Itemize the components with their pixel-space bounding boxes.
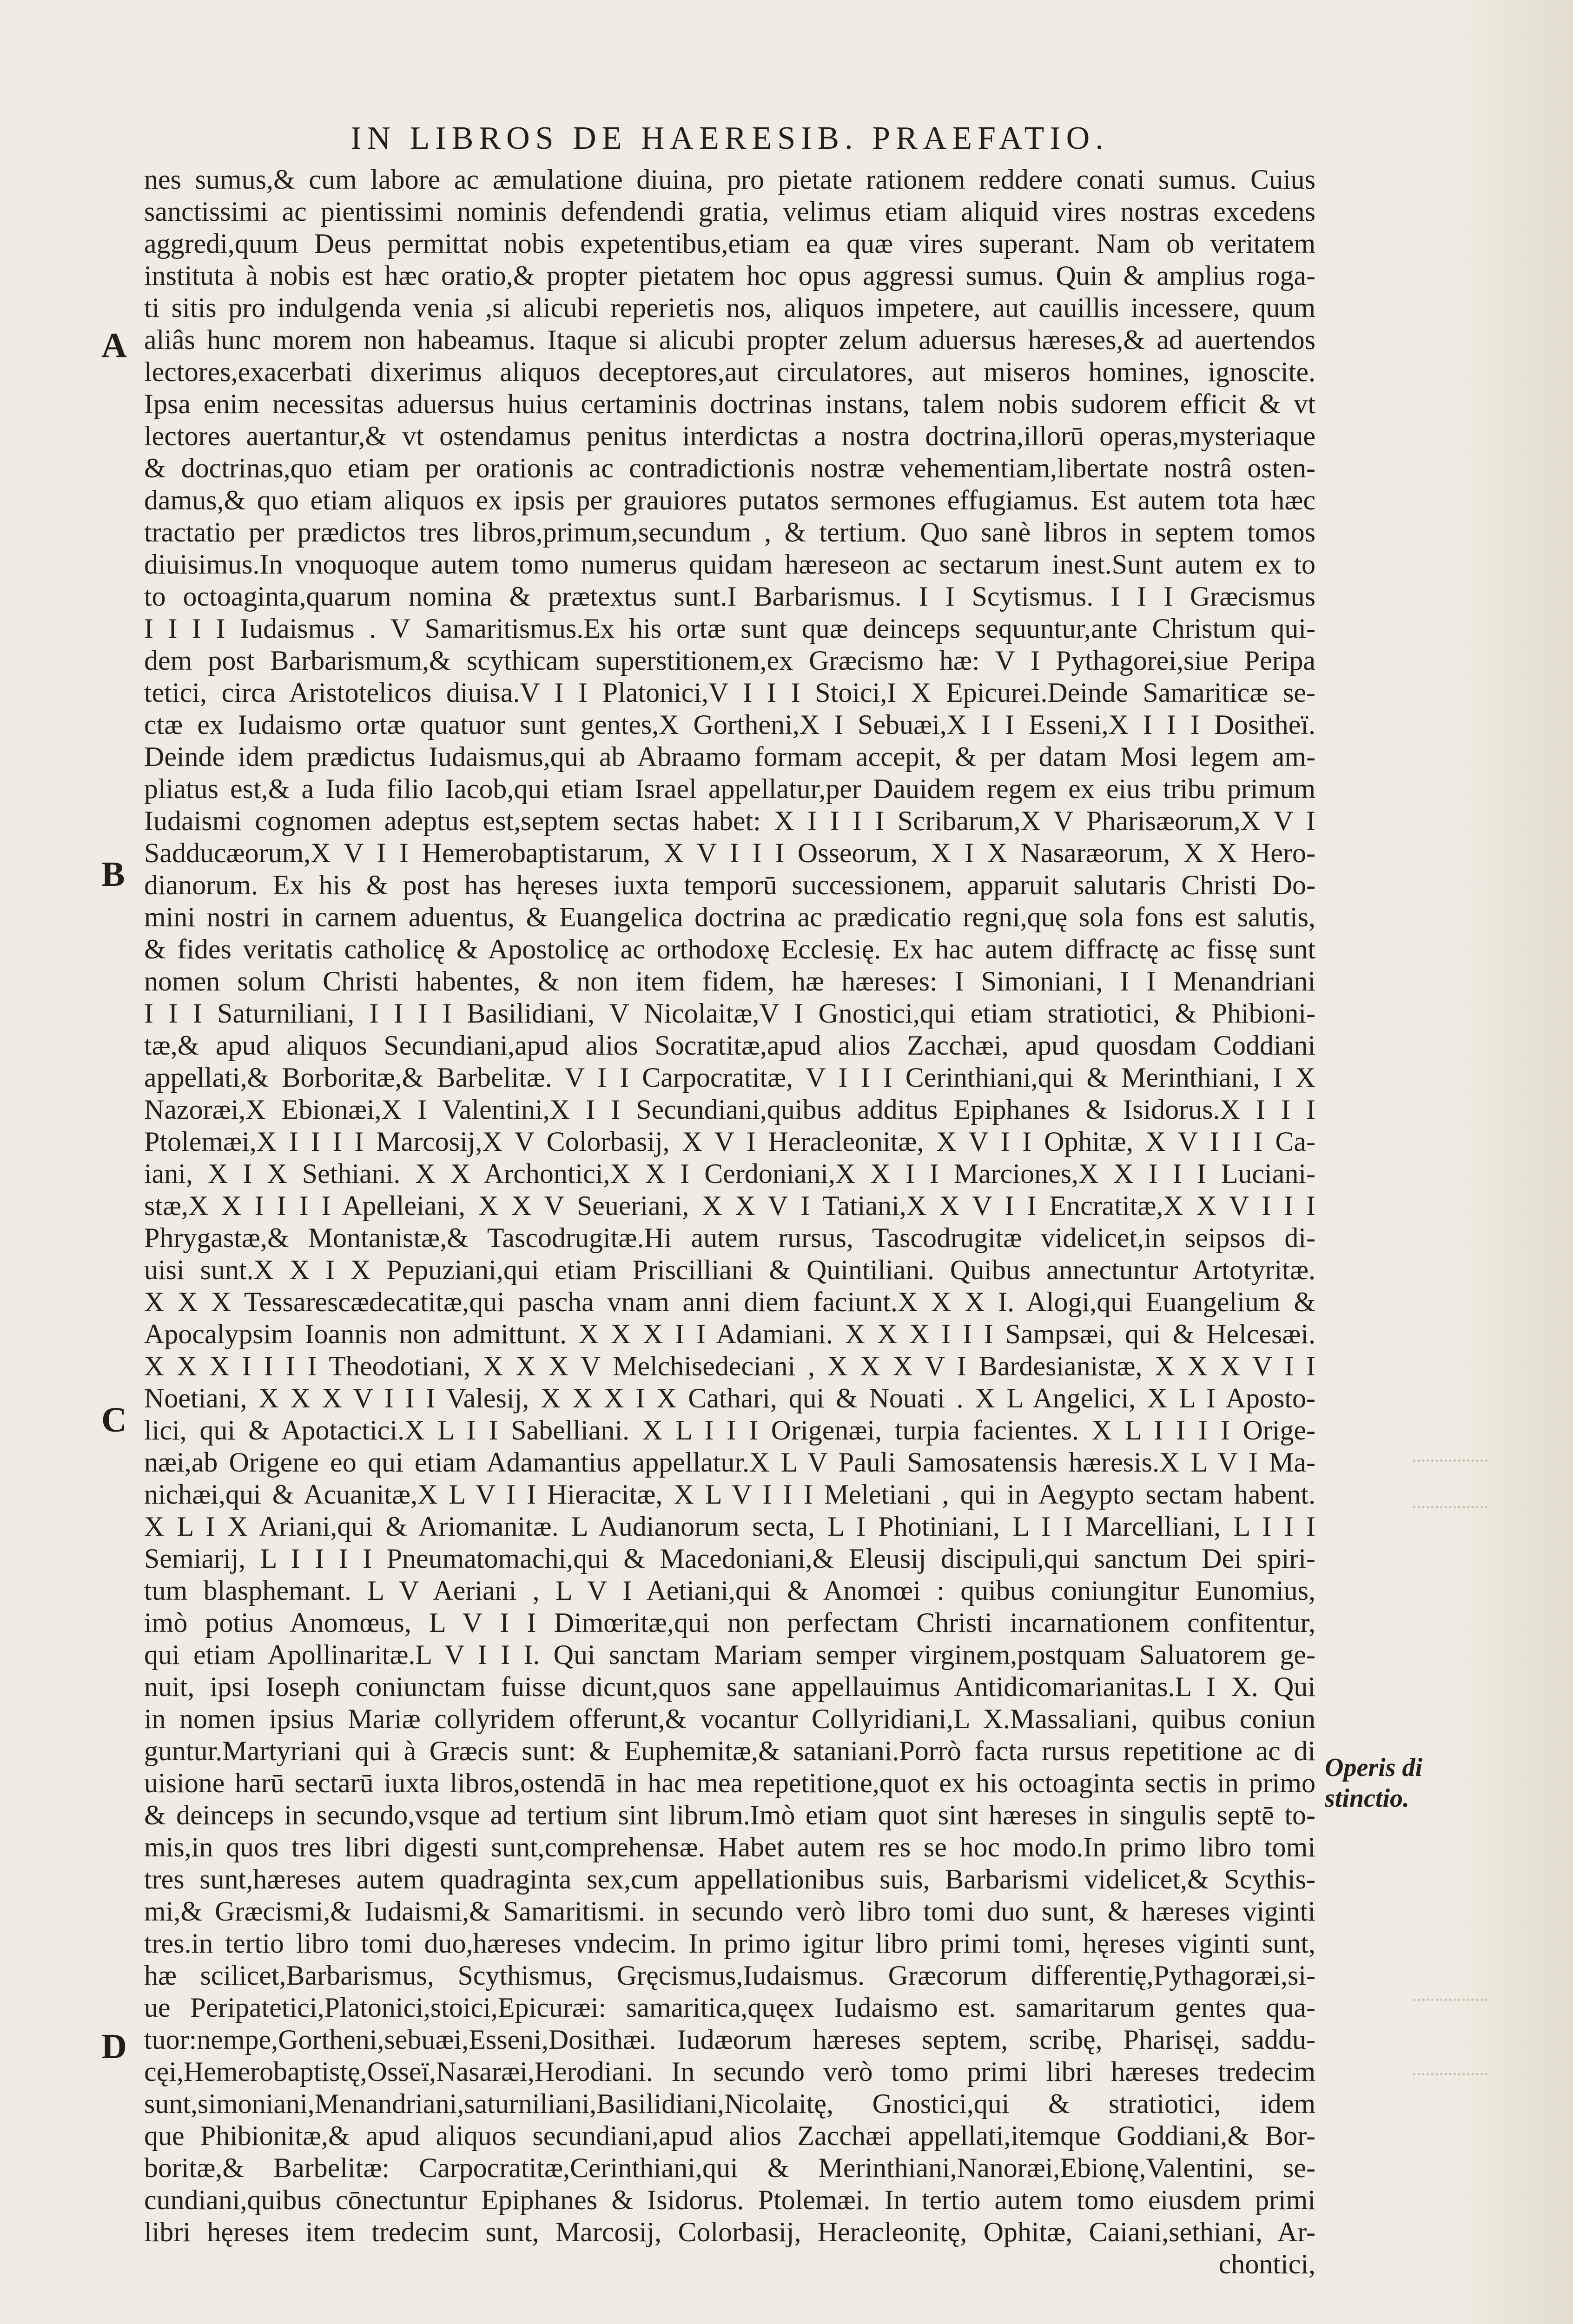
text-line: nomen solum Christi habentes, & non item fidem, hæ hæreses: I Simoniani, I I Menandriani bbox=[144, 966, 1315, 997]
margin-note-line: stinctio. bbox=[1325, 1784, 1410, 1813]
text-line: sanctissimi ac pientissimi nominis defendendi gratia, velimus etiam aliquid vires nostras excedens bbox=[144, 196, 1315, 227]
text-line: Noetiani, X X X V I I I Valesij, X X X I X Cathari, qui & Nouati . X L Angelici, X L I Aposto- bbox=[144, 1383, 1315, 1413]
show-through-mark bbox=[1413, 1506, 1487, 1516]
body-text bbox=[144, 164, 1315, 2280]
margin-letter-a: A bbox=[101, 326, 127, 365]
margin-letter-b: B bbox=[101, 855, 125, 894]
text-line: Nazoræi,X Ebionæi,X I Valentini,X I I Secundiani,quibus additus Epiphanes & Isidorus.X I I I bbox=[144, 1094, 1315, 1125]
text-line: nichæi,qui & Acuanitæ,X L V I I Hieracitæ, X L V I I I Meletiani , qui in Aegypto sectam habent. bbox=[144, 1479, 1315, 1510]
text-line: tetici, circa Aristotelicos diuisa.V I I Platonici,V I I I Stoici,I X Epicurei.Deinde Samariticæ se- bbox=[144, 677, 1315, 708]
text-line: næi,ab Origene eo qui etiam Adamantius appellatur.X L V Pauli Samosatensis hæresis.X L V I Ma- bbox=[144, 1447, 1315, 1478]
text-line: & deinceps in secundo,vsque ad tertium sint librum.Imò etiam quot sint hæreses in singulis septē to- bbox=[144, 1800, 1315, 1830]
text-line: uisi sunt.X X I X Pepuziani,qui etiam Priscilliani & Quintiliani. Quibus annectuntur Artotyritæ. bbox=[144, 1254, 1315, 1285]
page-edge-shadow bbox=[1452, 0, 1573, 2324]
text-line: imò potius Anomœus, L V I I Dimœritæ,qui non perfectam Christi incarnationem confitentur, bbox=[144, 1607, 1315, 1638]
text-line: nuit, ipsi Ioseph coniunctam fuisse dicunt,quos sane appellauimus Antidicomarianitas.L I X. Qui bbox=[144, 1671, 1315, 1702]
text-line: mis,in quos tres libri digesti sunt,comprehensæ. Habet autem res se hoc modo.In primo libro tomi bbox=[144, 1832, 1315, 1862]
margin-note bbox=[1325, 1752, 1464, 1814]
text-line: diuisimus.In vnoquoque autem tomo numerus quidam hæreseon ac sectarum inest.Sunt autem ex to bbox=[144, 549, 1315, 580]
running-header: IN LIBROS DE HAERESIB. PRAEFATIO. bbox=[350, 120, 1109, 156]
text-line: appellati,& Borboritæ,& Barbelitæ. V I I Carpocratitæ, V I I I Cerinthiani,qui & Merinthiani, I X bbox=[144, 1062, 1315, 1093]
text-line: Phrygastæ,& Montanistæ,& Tascodrugitæ.Hi autem rursus, Tascodrugitæ videlicet,in seipsos di- bbox=[144, 1222, 1315, 1253]
text-line: lici, qui & Apotactici.X L I I Sabelliani. X L I I I Origenæi, turpia facientes. X L I I I I Orige- bbox=[144, 1415, 1315, 1446]
margin-note-line: Operis di bbox=[1325, 1753, 1422, 1782]
text-line: hæ scilicet,Barbarismus, Scythismus, Gręcismus,Iudaismus. Græcorum differentię,Pythagoræi,si- bbox=[144, 1960, 1315, 1991]
show-through-mark bbox=[1413, 2073, 1487, 2083]
text-line: tractatio per prædictos tres libros,primum,secundum , & tertium. Quo sanè libros in septem tomos bbox=[144, 517, 1315, 548]
text-line: X X X Tessarescædecatitæ,qui pascha vnam anni diem faciunt.X X X I. Alogi,qui Euangelium & bbox=[144, 1287, 1315, 1317]
show-through-mark bbox=[1413, 1459, 1487, 1469]
text-line: in nomen ipsius Mariæ collyridem offerunt,& vocantur Collyridiani,L X.Massaliani, quibus coniun bbox=[144, 1703, 1315, 1734]
text-line: lectores,exacerbati dixerimus aliquos deceptores,aut circulatores, aut miseros homines, ignoscite. bbox=[144, 357, 1315, 387]
text-line: aliâs hunc morem non habeamus. Itaque si alicubi propter zelum aduersus hæreses,& ad auertendos bbox=[144, 324, 1315, 355]
text-line: uisione harū sectarū iuxta libros,ostendā in hac mea repetitione,quot ex his octoaginta sectis in primo bbox=[144, 1768, 1315, 1798]
text-line: lectores auertantur,& vt ostendamus penitus interdictas a nostra doctrina,illorū operas,mysteriaque bbox=[144, 421, 1315, 451]
text-line: Sadducæorum,X V I I Hemerobaptistarum, X V I I I Osseorum, X I X Nasaræorum, X X Hero- bbox=[144, 838, 1315, 868]
text-line: tres.in tertio libro tomi duo,hæreses vndecim. In primo igitur libro primi tomi, hęreses viginti sunt, bbox=[144, 1928, 1315, 1959]
text-line: que Phibionitæ,& apud aliquos secundiani,apud alios Zacchæi appellati,itemque Goddiani,& Bor- bbox=[144, 2120, 1315, 2151]
text-line: Ptolemæi,X I I I I Marcosij,X V Colorbasij, X V I Heracleonitæ, X V I I Ophitæ, X V I I I Ca- bbox=[144, 1126, 1315, 1157]
text-line: cęi,Hemerobaptistę,Osseï,Nasaræi,Herodiani. In secundo verò tomo primi libri hæreses tredecim bbox=[144, 2056, 1315, 2087]
text-line: & doctrinas,quo etiam per orationis ac contradictionis nostræ vehementiam,libertate nostrâ osten- bbox=[144, 453, 1315, 483]
text-line: iani, X I X Sethiani. X X Archontici,X X I Cerdoniani,X X I I Marciones,X X I I I Luciani- bbox=[144, 1158, 1315, 1189]
show-through-mark bbox=[1413, 1999, 1487, 2008]
text-line: qui etiam Apollinaritæ.L V I I I. Qui sanctam Mariam semper virginem,postquam Saluatorem ge- bbox=[144, 1639, 1315, 1670]
text-line: mi,& Græcismi,& Iudaismi,& Samaritismi. in secundo verò libro tomi duo sunt, & hæreses viginti bbox=[144, 1896, 1315, 1927]
text-line: dem post Barbarismum,& scythicam superstitionem,ex Græcismo hæ: V I Pythagorei,siue Peripa bbox=[144, 645, 1315, 676]
text-line: Ipsa enim necessitas aduersus huius certaminis doctrinas instans, talem nobis sudorem efficit & vt bbox=[144, 389, 1315, 419]
text-line: I I I I Iudaismus . V Samaritismus.Ex his ortæ sunt quæ deinceps sequuntur,ante Christum qui- bbox=[144, 613, 1315, 644]
text-line: tuor:nempe,Gortheni,sebuæi,Esseni,Dosithæi. Iudæorum hæreses septem, scribę, Pharisęi, saddu- bbox=[144, 2024, 1315, 2055]
text-line: instituta à nobis est hæc oratio,& propter pietatem hoc opus aggressi sumus. Quin & amplius roga- bbox=[144, 260, 1315, 291]
text-line: mini nostri in carnem aduentus, & Euangelica doctrina ac prædicatio regni,quę sola fons est salutis, bbox=[144, 902, 1315, 932]
text-line: boritæ,& Barbelitæ: Carpocratitæ,Cerinthiani,qui & Merinthiani,Nanoræi,Ebionę,Valentini, se- bbox=[144, 2152, 1315, 2183]
text-line: pliatus est,& a Iuda filio Iacob,qui etiam Israel appellatur,per Dauidem regem ex eius tribu primum bbox=[144, 773, 1315, 804]
text-line: tæ,& apud aliquos Secundiani,apud alios Socratitæ,apud alios Zacchæi, apud quosdam Coddiani bbox=[144, 1030, 1315, 1061]
text-line: ue Peripatetici,Platonici,stoici,Epicuræi: samaritica,quęex Iudaismo est. samaritarum gentes qua- bbox=[144, 1992, 1315, 2023]
text-line: Semiarij, L I I I I Pneumatomachi,qui & Macedoniani,& Eleusij discipuli,qui sanctum Dei spiri- bbox=[144, 1543, 1315, 1574]
margin-letter-c: C bbox=[101, 1400, 127, 1439]
catchword: chontici, bbox=[1218, 2249, 1315, 2279]
text-line: damus,& quo etiam aliquos ex ipsis per grauiores putatos sermones effugiamus. Est autem tota hæc bbox=[144, 485, 1315, 515]
text-line: X L I X Ariani,qui & Ariomanitæ. L Audianorum secta, L I Photiniani, L I I Marcelliani, L I I I bbox=[144, 1511, 1315, 1542]
text-line: & fides veritatis catholicę & Apostolicę ac orthodoxę Ecclesię. Ex hac autem diffractę ac fissę sunt bbox=[144, 934, 1315, 964]
text-line: sunt,simoniani,Menandriani,saturniliani,Basilidiani,Nicolaitę, Gnostici,qui & stratiotici, idem bbox=[144, 2088, 1315, 2119]
text-line: guntur.Martyriani qui à Græcis sunt: & Euphemitæ,& sataniani.Porrò facta rursus repetitione ac di bbox=[144, 1736, 1315, 1766]
text-line: X X X I I I I Theodotiani, X X X V Melchisedeciani , X X X V I Bardesianistæ, X X X V I I bbox=[144, 1351, 1315, 1381]
text-line: libri hęreses item tredecim sunt, Marcosij, Colorbasij, Heracleonitę, Ophitæ, Caiani,sethiani, Ar- bbox=[144, 2217, 1315, 2247]
text-line: tum blasphemant. L V Aeriani , L V I Aetiani,qui & Anomœi : quibus coniungitur Eunomius, bbox=[144, 1575, 1315, 1606]
text-line: ti sitis pro indulgenda venia ,si alicubi reperietis nos, aliquos impetere, aut cauillis incessere, quum bbox=[144, 292, 1315, 323]
text-line: Deinde idem prædictus Iudaismus,qui ab Abraamo formam accepit, & per datam Mosi legem am- bbox=[144, 741, 1315, 772]
text-line: dianorum. Ex his & post has hęreses iuxta temporū successionem, apparuit salutaris Christi Do- bbox=[144, 870, 1315, 900]
text-line: ctæ ex Iudaismo ortæ quatuor sunt gentes,X Gortheni,X I Sebuæi,X I I Esseni,X I I I Dositheï. bbox=[144, 709, 1315, 740]
text-line: Apocalypsim Ioannis non admittunt. X X X I I Adamiani. X X X I I I Sampsæi, qui & Helcesæi. bbox=[144, 1319, 1315, 1349]
text-line: Iudaismi cognomen adeptus est,septem sectas habet: X I I I I Scribarum,X V Pharisæorum,X V I bbox=[144, 805, 1315, 836]
text-line: tres sunt,hæreses autem quadraginta sex,cum appellationibus suis, Barbarismi videlicet,& Scythis- bbox=[144, 1864, 1315, 1895]
text-line: aggredi,quum Deus permittat nobis expetentibus,etiam ea quæ vires superant. Nam ob veritatem bbox=[144, 228, 1315, 259]
text-line: nes sumus,& cum labore ac æmulatione diuina, pro pietate rationem reddere conati sumus. Cuius bbox=[144, 164, 1315, 195]
margin-letter-d: D bbox=[101, 2027, 127, 2066]
text-line: stæ,X X I I I I Apelleiani, X X V Seueriani, X X V I Tatiani,X X V I I Encratitæ,X X V I I I bbox=[144, 1190, 1315, 1221]
text-line: cundiani,quibus cōnectuntur Epiphanes & Isidorus. Ptolemæi. In tertio autem tomo eiusdem primi bbox=[144, 2185, 1315, 2215]
text-line: I I I Saturniliani, I I I I Basilidiani, V Nicolaitæ,V I Gnostici,qui etiam stratiotici, & Phibioni- bbox=[144, 998, 1315, 1029]
text-line: to octoaginta,quarum nomina & prætextus sunt.I Barbarismus. I I Scytismus. I I I Græcismus bbox=[144, 581, 1315, 612]
